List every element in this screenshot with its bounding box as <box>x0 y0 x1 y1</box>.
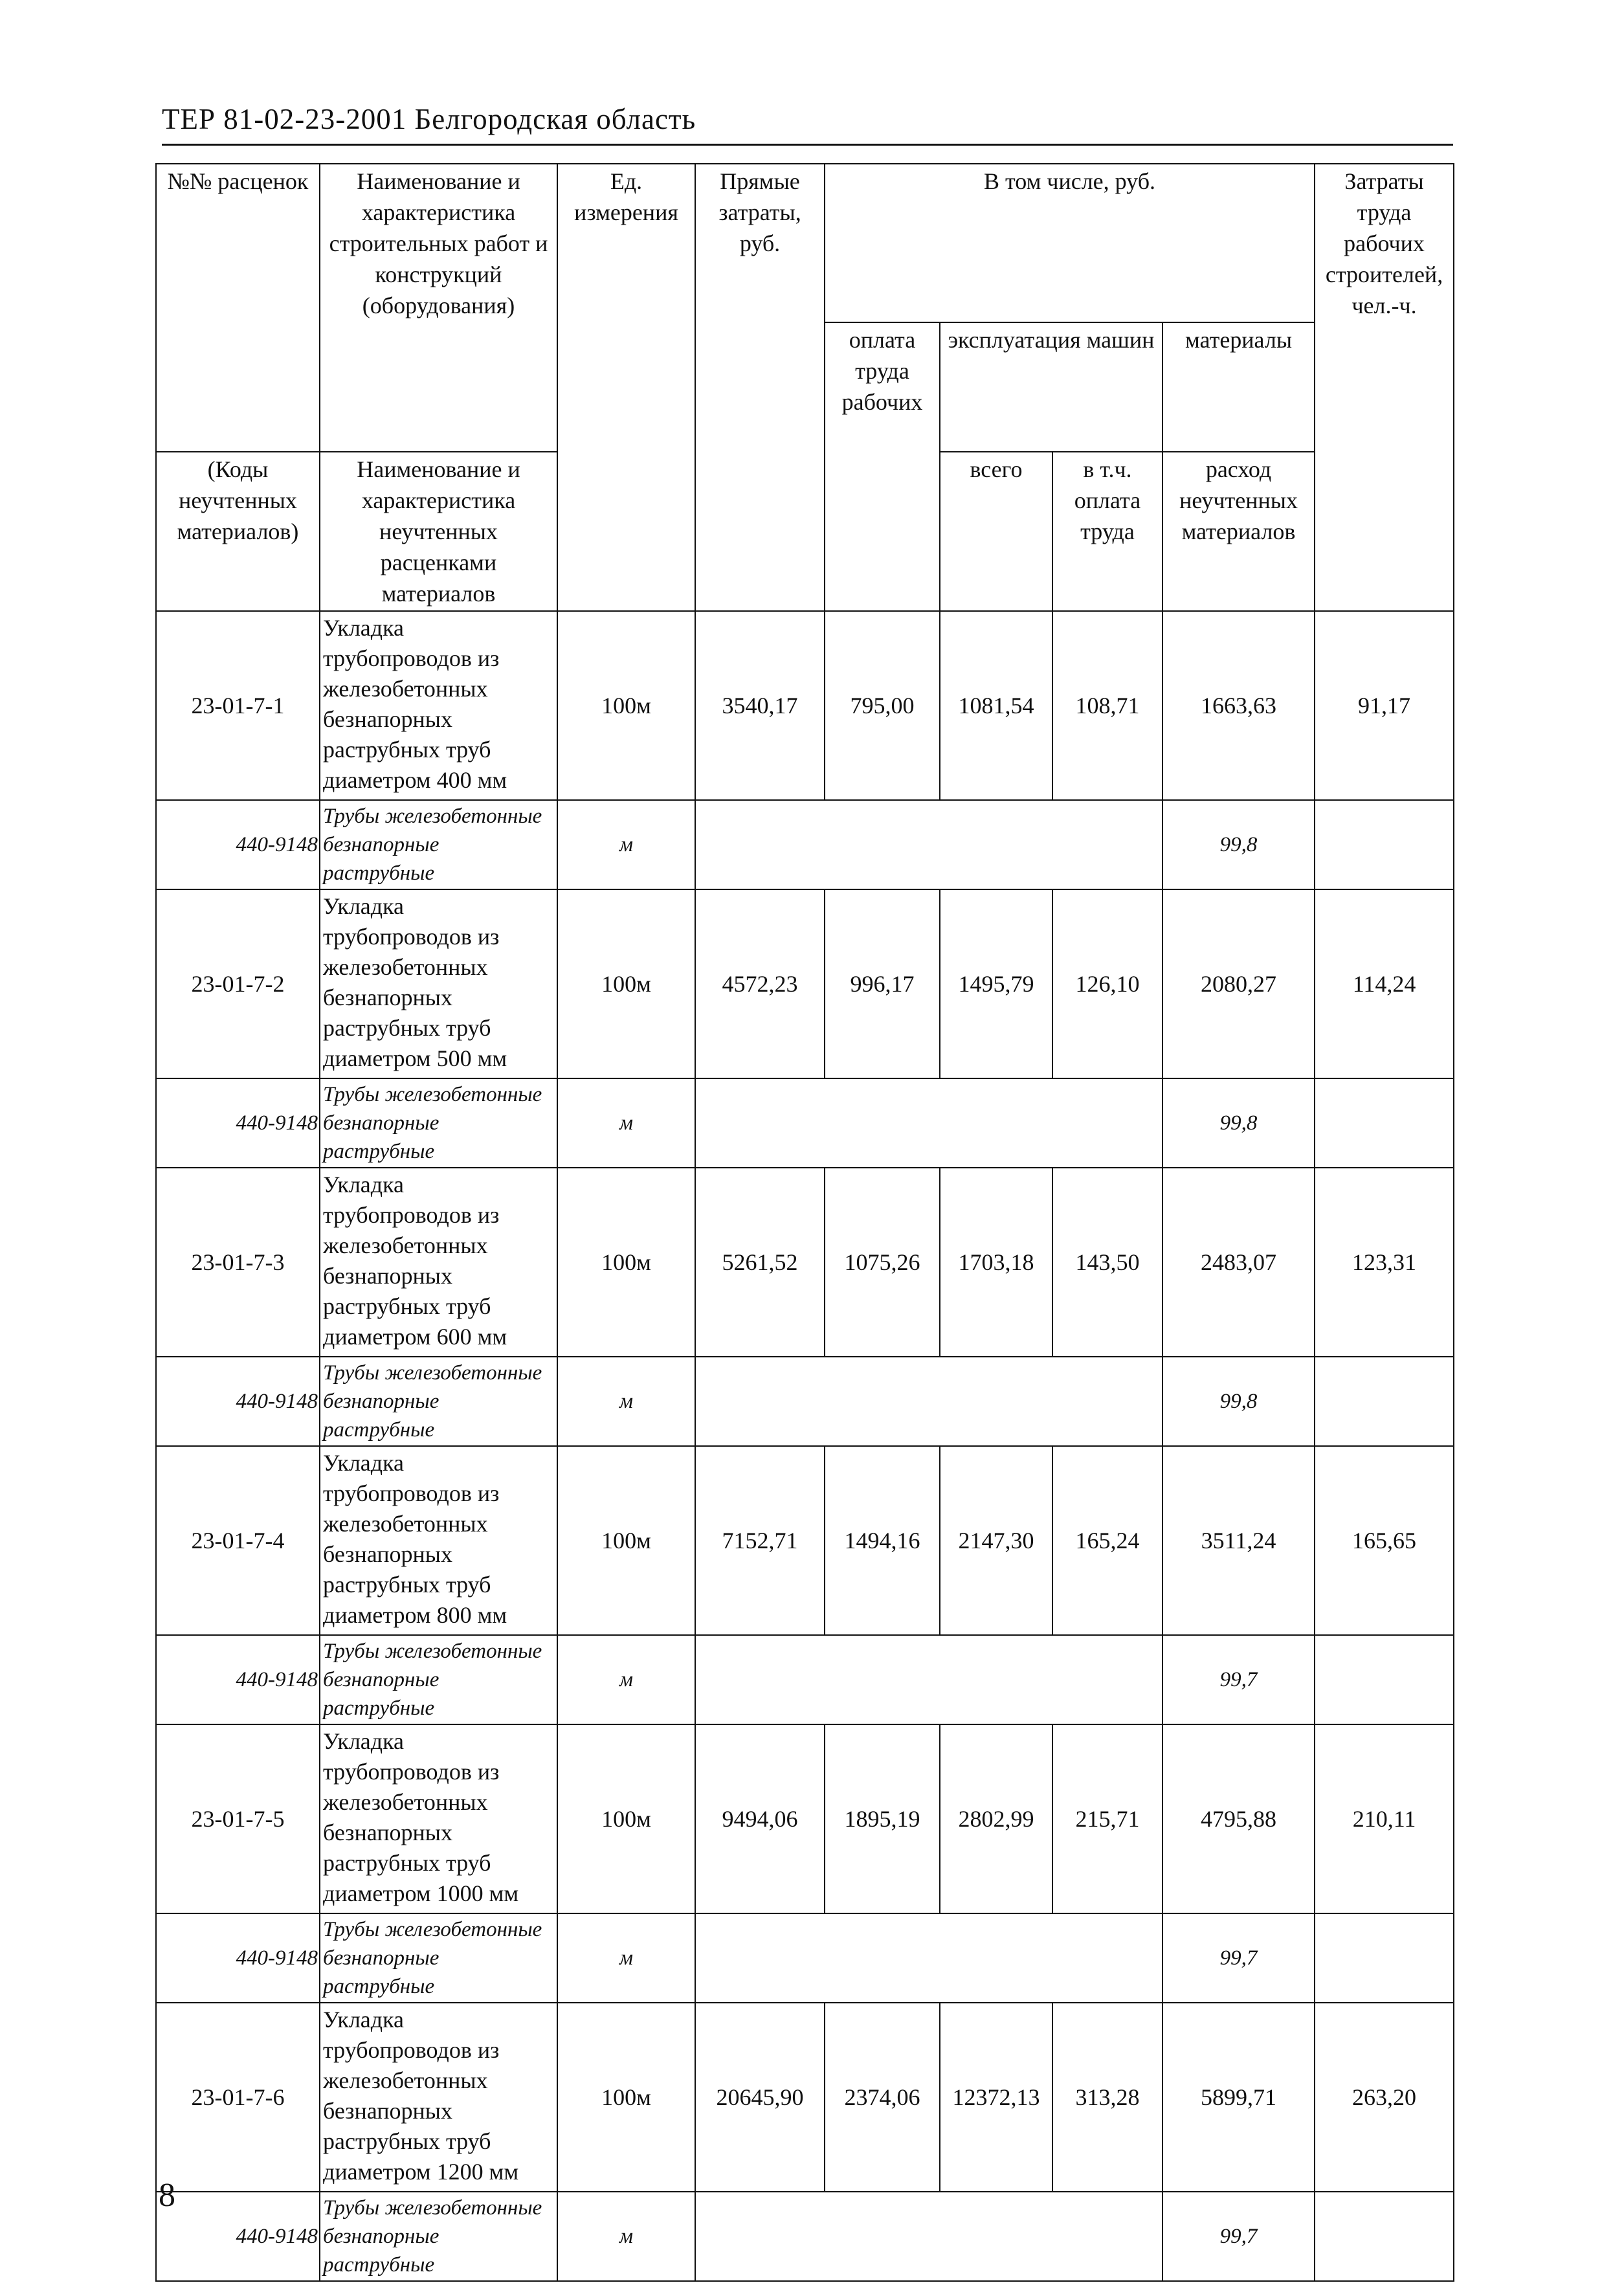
machines-total: 1495,79 <box>940 889 1052 1078</box>
table-row <box>156 1724 1454 1913</box>
material-empty-span <box>695 1078 1162 1168</box>
machines-total: 2802,99 <box>940 1724 1052 1913</box>
col-header-name: Наименование и характеристика строительных работ и конструкций (оборудования) <box>320 164 557 322</box>
header-row-1 <box>156 164 1454 322</box>
materials-cost: 1663,63 <box>1162 611 1315 800</box>
machines-labor-pay: 215,71 <box>1052 1724 1162 1913</box>
material-empty-span <box>695 800 1162 889</box>
materials-cost: 2483,07 <box>1162 1168 1315 1357</box>
material-unit: м <box>557 1357 695 1446</box>
labor-pay: 1895,19 <box>825 1724 940 1913</box>
labor-hours: 263,20 <box>1315 2003 1454 2192</box>
col-header-labor-cost: Затраты труда рабочих строителей, чел.-ч. <box>1315 164 1454 611</box>
material-code: 440-9148 <box>156 2192 320 2281</box>
direct-cost: 7152,71 <box>695 1446 825 1635</box>
labor-pay: 1494,16 <box>825 1446 940 1635</box>
material-row <box>156 800 1454 889</box>
material-row <box>156 1635 1454 1724</box>
col-header-number: №№ расценок <box>156 164 320 322</box>
unit-value: 100м <box>557 1446 695 1635</box>
table-row <box>156 2003 1454 2192</box>
work-name: Укладка трубопроводов из железобетонных безнапорных раструбных труб диаметром 500 мм <box>320 889 557 1078</box>
materials-cost: 5899,71 <box>1162 2003 1315 2192</box>
material-labor-empty <box>1315 1635 1454 1724</box>
material-empty-span <box>695 1635 1162 1724</box>
material-labor-empty <box>1315 2192 1454 2281</box>
machines-total: 12372,13 <box>940 2003 1052 2192</box>
material-empty-span <box>695 2192 1162 2281</box>
direct-cost: 9494,06 <box>695 1724 825 1913</box>
machines-labor-pay: 165,24 <box>1052 1446 1162 1635</box>
material-empty-span <box>695 1913 1162 2003</box>
material-row <box>156 1913 1454 2003</box>
material-empty-span <box>695 1357 1162 1446</box>
material-name: Трубы железобетонные безнапорные раструбные <box>320 1357 557 1446</box>
materials-cost: 3511,24 <box>1162 1446 1315 1635</box>
material-code: 440-9148 <box>156 1357 320 1446</box>
col-header-materials: материалы <box>1162 322 1315 452</box>
material-unit: м <box>557 1078 695 1168</box>
machines-total: 2147,30 <box>940 1446 1052 1635</box>
col-header-unit: Ед. измерения <box>557 164 695 611</box>
material-use: 99,8 <box>1162 1357 1315 1446</box>
work-name: Укладка трубопроводов из железобетонных безнапорных раструбных труб диаметром 400 мм <box>320 611 557 800</box>
material-code: 440-9148 <box>156 1078 320 1168</box>
labor-pay: 1075,26 <box>825 1168 940 1357</box>
page-header-title: ТЕР 81-02-23-2001 Белгородская область <box>162 103 696 135</box>
unit-value: 100м <box>557 2003 695 2192</box>
header-rule <box>162 144 1453 146</box>
table-row <box>156 889 1454 1078</box>
col-header-machines-total: всего <box>940 452 1052 611</box>
machines-labor-pay: 313,28 <box>1052 2003 1162 2192</box>
unit-value: 100м <box>557 889 695 1078</box>
material-use: 99,7 <box>1162 1913 1315 2003</box>
unit-value: 100м <box>557 1168 695 1357</box>
material-labor-empty <box>1315 1357 1454 1446</box>
material-name: Трубы железобетонные безнапорные раструбные <box>320 1635 557 1724</box>
material-name: Трубы железобетонные безнапорные раструбные <box>320 800 557 889</box>
machines-total: 1081,54 <box>940 611 1052 800</box>
machines-labor-pay: 108,71 <box>1052 611 1162 800</box>
material-use: 99,8 <box>1162 800 1315 889</box>
labor-hours: 210,11 <box>1315 1724 1454 1913</box>
material-unit: м <box>557 2192 695 2281</box>
col-header-machines: эксплуатация машин <box>940 322 1162 452</box>
material-code: 440-9148 <box>156 800 320 889</box>
rate-code: 23-01-7-5 <box>156 1724 320 1913</box>
rate-code: 23-01-7-4 <box>156 1446 320 1635</box>
material-labor-empty <box>1315 1913 1454 2003</box>
materials-cost: 2080,27 <box>1162 889 1315 1078</box>
col-header-direct: Прямые затраты, руб. <box>695 164 825 611</box>
rate-code: 23-01-7-1 <box>156 611 320 800</box>
unit-value: 100м <box>557 611 695 800</box>
labor-pay: 795,00 <box>825 611 940 800</box>
direct-cost: 4572,23 <box>695 889 825 1078</box>
col-header-including: В том числе, руб. <box>825 164 1315 322</box>
material-name: Трубы железобетонные безнапорные раструбные <box>320 1913 557 2003</box>
rate-code: 23-01-7-3 <box>156 1168 320 1357</box>
material-use: 99,7 <box>1162 2192 1315 2281</box>
labor-pay: 996,17 <box>825 889 940 1078</box>
material-unit: м <box>557 1635 695 1724</box>
material-labor-empty <box>1315 800 1454 889</box>
work-name: Укладка трубопроводов из железобетонных безнапорных раструбных труб диаметром 800 мм <box>320 1446 557 1635</box>
materials-cost: 4795,88 <box>1162 1724 1315 1913</box>
material-use: 99,8 <box>1162 1078 1315 1168</box>
labor-hours: 123,31 <box>1315 1168 1454 1357</box>
rate-code: 23-01-7-2 <box>156 889 320 1078</box>
col-header-machines-labor: в т.ч. оплата труда <box>1052 452 1162 611</box>
material-row <box>156 1357 1454 1446</box>
table-row <box>156 611 1454 800</box>
table-row <box>156 1168 1454 1357</box>
material-labor-empty <box>1315 1078 1454 1168</box>
col-header-number-spacer <box>156 322 320 452</box>
labor-pay: 2374,06 <box>825 2003 940 2192</box>
col-header-labor-pay: оплата труда рабочих <box>825 322 940 611</box>
material-name: Трубы железобетонные безнапорные раструбные <box>320 2192 557 2281</box>
machines-labor-pay: 126,10 <box>1052 889 1162 1078</box>
material-code: 440-9148 <box>156 1913 320 2003</box>
col-header-material-codes: (Коды неучтенных материалов) <box>156 452 320 611</box>
col-header-material-name: Наименование и характеристика неучтенных расценками материалов <box>320 452 557 611</box>
rate-code: 23-01-7-6 <box>156 2003 320 2192</box>
material-unit: м <box>557 800 695 889</box>
direct-cost: 20645,90 <box>695 2003 825 2192</box>
machines-total: 1703,18 <box>940 1168 1052 1357</box>
direct-cost: 3540,17 <box>695 611 825 800</box>
machines-labor-pay: 143,50 <box>1052 1168 1162 1357</box>
material-name: Трубы железобетонные безнапорные раструбные <box>320 1078 557 1168</box>
col-header-name-spacer <box>320 322 557 452</box>
work-name: Укладка трубопроводов из железобетонных безнапорных раструбных труб диаметром 600 мм <box>320 1168 557 1357</box>
labor-hours: 165,65 <box>1315 1446 1454 1635</box>
unit-value: 100м <box>557 1724 695 1913</box>
col-header-materials-use: расход неучтенных материалов <box>1162 452 1315 611</box>
rates-table <box>155 163 1454 2282</box>
material-row <box>156 2192 1454 2281</box>
material-use: 99,7 <box>1162 1635 1315 1724</box>
table-row <box>156 1446 1454 1635</box>
material-row <box>156 1078 1454 1168</box>
work-name: Укладка трубопроводов из железобетонных безнапорных раструбных труб диаметром 1200 мм <box>320 2003 557 2192</box>
direct-cost: 5261,52 <box>695 1168 825 1357</box>
page-number: 8 <box>159 2177 175 2214</box>
material-code: 440-9148 <box>156 1635 320 1724</box>
work-name: Укладка трубопроводов из железобетонных безнапорных раструбных труб диаметром 1000 мм <box>320 1724 557 1913</box>
material-unit: м <box>557 1913 695 2003</box>
labor-hours: 91,17 <box>1315 611 1454 800</box>
labor-hours: 114,24 <box>1315 889 1454 1078</box>
